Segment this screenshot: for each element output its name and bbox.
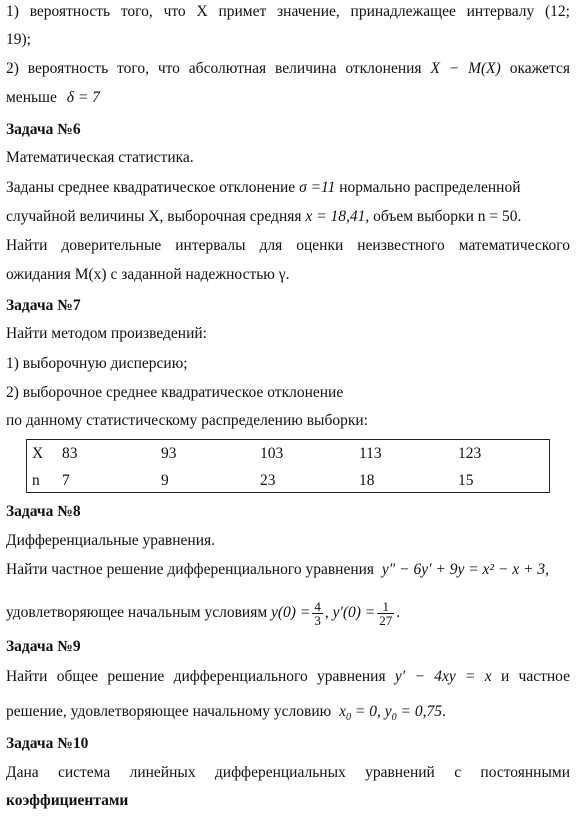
math-subscript: 0 [391, 712, 397, 724]
table-cell: 23 [260, 472, 276, 489]
text-line [6, 598, 570, 628]
text-line [6, 178, 570, 198]
text-line: ожидания M(x) с заданной надежностью γ. [6, 266, 290, 283]
text-span: . [441, 703, 446, 720]
text-line: по данному статистическому распределению выборки: [6, 412, 368, 429]
text-span: Найти общее решение дифференциального уравнения [6, 668, 386, 685]
math-expression: δ = 7 [66, 89, 100, 106]
math-expression: σ =11 [299, 179, 336, 196]
text-line: Математическая статистика. [6, 149, 194, 166]
text-line: 1) вероятность того, что X примет значение, принадлежащее интервалу (12; [6, 3, 570, 20]
math-expression: y′ − 4xy = x [394, 668, 492, 685]
math-var: x [339, 703, 346, 720]
text-line [6, 702, 570, 728]
table-cell: 123 [458, 445, 482, 462]
text-span: удовлетворяющее начальным условиям [6, 604, 268, 621]
text-line: Найти методом произведений: [6, 325, 207, 342]
fraction-numerator: 4 [314, 598, 321, 614]
text-line: 1) выборочную дисперсию; [6, 355, 188, 372]
fraction-denominator: 3 [314, 612, 321, 628]
table-cell: X [32, 445, 44, 462]
frequency-table [26, 439, 550, 493]
text-span: , [376, 703, 381, 720]
text-line [6, 207, 570, 227]
math-value: = 0 [354, 703, 377, 720]
task-heading: Задача №8 [6, 503, 81, 520]
math-expression [339, 703, 377, 724]
math-expression: x = 18,41 [305, 208, 366, 225]
table-cell: 15 [458, 472, 474, 489]
table-cell: 93 [161, 445, 177, 462]
math-expression: X − M(X) [430, 60, 501, 77]
text-span: , [545, 561, 549, 578]
table-row [27, 440, 549, 467]
table-cell: 113 [359, 445, 382, 462]
text-line [6, 59, 570, 79]
math-subscript: 0 [346, 712, 351, 724]
text-span: , [324, 604, 329, 621]
text-span: нормально распределенной [339, 179, 521, 196]
task-heading: Задача №10 [6, 735, 89, 752]
text-span: , объем выборки n = 50. [365, 208, 522, 225]
fraction [377, 600, 394, 627]
text-line: Дифференциальные уравнения. [6, 532, 216, 549]
text-line [6, 667, 570, 687]
math-value: = 0,75 [400, 703, 442, 720]
math-expression: y′(0) = [332, 604, 376, 621]
fraction-denominator: 27 [379, 612, 393, 628]
text-span: Найти частное решение дифференциального уравнения [6, 561, 375, 578]
text-span: и частное [500, 668, 570, 685]
text-line: 19); [6, 31, 31, 48]
math-expression [384, 703, 442, 724]
text-line: Найти доверительные интервалы для оценки неизвестного математического [6, 237, 570, 254]
fraction [312, 600, 323, 627]
table-row [27, 467, 549, 494]
table-cell: 83 [62, 445, 78, 462]
table-cell: n [32, 472, 40, 489]
task-heading: Задача №6 [6, 121, 81, 138]
math-expression: y(0) = [271, 604, 311, 621]
table-cell: 9 [161, 472, 169, 489]
fraction-numerator: 1 [377, 600, 394, 614]
text-span: окажется [509, 60, 570, 77]
text-line [6, 88, 570, 108]
text-line: коэффициентами [6, 792, 129, 809]
task-heading: Задача №9 [6, 638, 81, 655]
text-span: . [396, 604, 401, 621]
text-span: решение, удовлетворяющее начальному условию [6, 703, 332, 720]
text-line: Дана система линейных дифференциальных уравнений с постоянными [6, 764, 570, 781]
table-cell: 7 [62, 472, 70, 489]
math-expression: y″ − 6y′ + 9y = x² − x + 3 [381, 561, 546, 578]
task-heading: Задача №7 [6, 297, 81, 314]
math-var: y [384, 703, 392, 720]
table-cell: 18 [359, 472, 375, 489]
text-line: 2) выборочное среднее квадратическое отклонение [6, 384, 344, 401]
table-cell: 103 [260, 445, 284, 462]
text-line [6, 560, 570, 580]
text-span: меньше [6, 89, 57, 106]
text-span: случайной величины X, выборочная средняя [6, 208, 302, 225]
text-span: 2) вероятность того, что абсолютная величина отклонения [6, 60, 422, 77]
text-span: Заданы среднее квадратическое отклонение [6, 179, 296, 196]
